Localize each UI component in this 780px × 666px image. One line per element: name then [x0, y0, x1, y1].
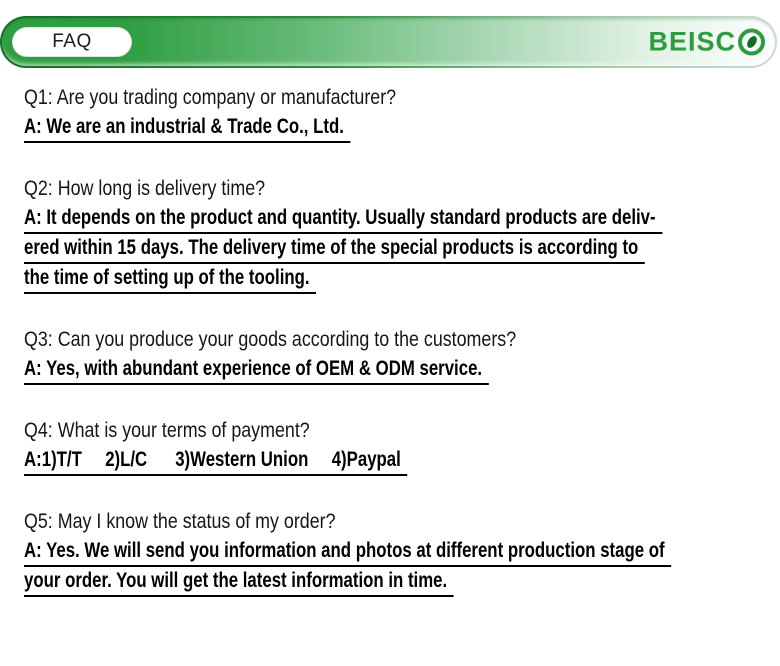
brand-name: BEISC — [648, 26, 736, 57]
question — [24, 510, 756, 534]
answer-text: the time of setting up of the tooling. — [24, 266, 316, 294]
faq-item-1 — [24, 86, 756, 143]
answer-line — [24, 206, 756, 234]
brand-o-icon — [738, 29, 765, 56]
question-text: Q2: How long is delivery time? — [24, 177, 266, 200]
answer-line — [24, 115, 756, 143]
leaf-icon — [745, 34, 759, 49]
faq-item-4 — [24, 419, 756, 476]
answer-text: your order. You will get the latest information in time. — [24, 569, 454, 597]
brand-logo — [648, 27, 765, 58]
faq-tab — [12, 27, 132, 57]
question-text: Q1: Are you trading company or manufacturer? — [24, 86, 397, 109]
question-text: Q5: May I know the status of my order? — [24, 510, 336, 533]
answer-line — [24, 539, 756, 567]
answer-line — [24, 357, 756, 385]
question-text: Q4: What is your terms of payment? — [24, 419, 310, 442]
answer-line — [24, 236, 756, 264]
answer-line — [24, 448, 756, 476]
faq-item-2 — [24, 177, 756, 294]
header-bar — [0, 16, 777, 68]
question-text: Q3: Can you produce your goods according to the customers? — [24, 328, 517, 351]
question — [24, 419, 756, 443]
answer-line — [24, 266, 756, 294]
page-header — [0, 16, 780, 68]
answer-line — [24, 569, 756, 597]
faq-item-5 — [24, 510, 756, 597]
faq-tab-label: FAQ — [52, 31, 92, 52]
question — [24, 177, 756, 201]
answer-text: A: We are an industrial & Trade Co., Ltd. — [24, 115, 350, 143]
answer-text: A: It depends on the product and quantity. Usually standard products are deliv- — [24, 206, 662, 234]
question — [24, 328, 756, 352]
answer-text: A: Yes. We will send you information and photos at different production stage of — [24, 539, 671, 567]
answer-text: A: Yes, with abundant experience of OEM & ODM service. — [24, 357, 488, 385]
answer-text: A:1)T/T 2)L/C 3)Western Union 4)Paypal — [24, 448, 407, 476]
question — [24, 86, 756, 110]
faq-item-3 — [24, 328, 756, 385]
faq-content — [24, 86, 756, 597]
answer-text: ered within 15 days. The delivery time of the special products is according to — [24, 236, 645, 264]
